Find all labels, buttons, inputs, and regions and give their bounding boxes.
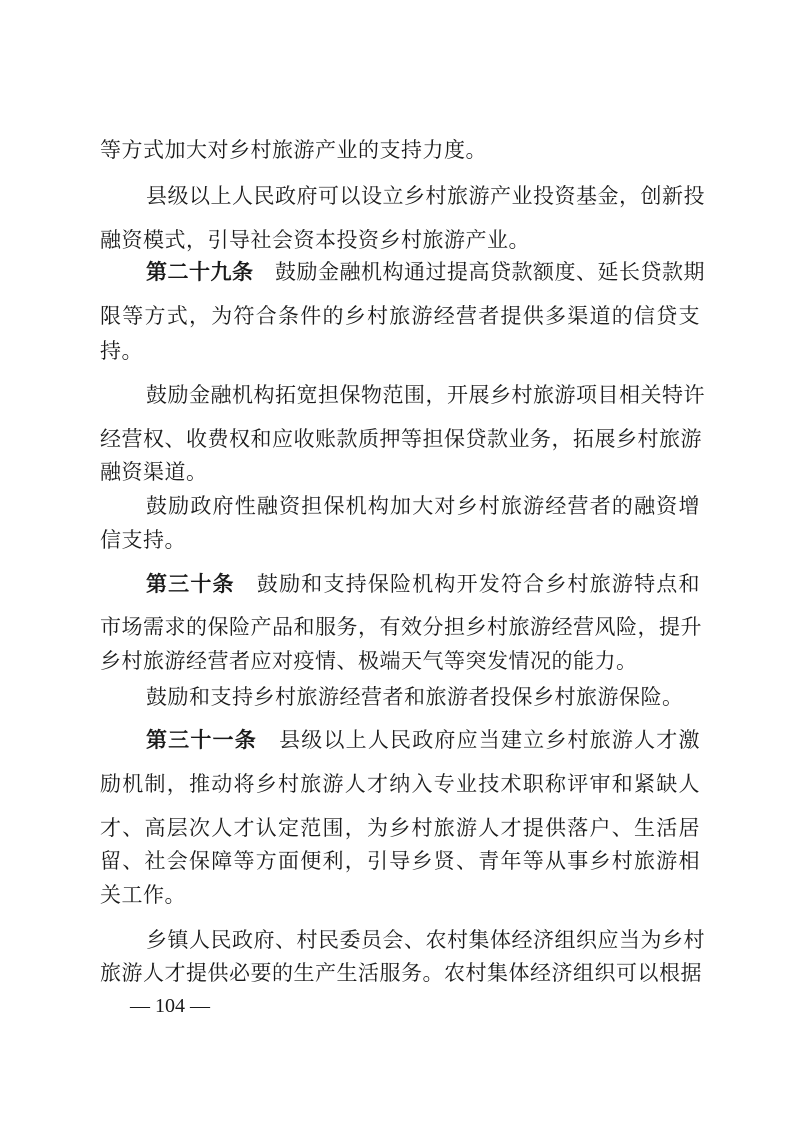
text-line: 旅游人才提供必要的生产生活服务。农村集体经济组织可以根据 xyxy=(100,961,702,985)
text-line: 限等方式，为符合条件的乡村旅游经营者提供多渠道的信贷支 xyxy=(100,304,700,328)
article-heading: 第三十一条 xyxy=(146,728,257,752)
text-line: 融资渠道。 xyxy=(100,460,208,484)
text-line: 市场需求的保险产品和服务，有效分担乡村旅游经营风险，提升 xyxy=(100,615,702,639)
text-line: 才、高层次人才认定范围，为乡村旅游人才提供落户、生活居 xyxy=(100,816,700,840)
article-30-line: 第三十条 鼓励和支持保险机构开发符合乡村旅游特点和 xyxy=(146,572,700,596)
text-line: 鼓励政府性融资担保机构加大对乡村旅游经营者的融资增 xyxy=(146,494,700,518)
text-line: 县级以上人民政府可以设立乡村旅游产业投资基金，创新投 xyxy=(146,184,705,208)
text-line: 持。 xyxy=(100,339,143,363)
article-heading: 第二十九条 xyxy=(146,260,254,284)
text-line: 鼓励和支持乡村旅游经营者和旅游者投保乡村旅游保险。 xyxy=(146,685,684,709)
text-line: 信支持。 xyxy=(100,528,186,552)
text-line: 经营权、收费权和应收账款质押等担保贷款业务，拓展乡村旅游 xyxy=(100,427,702,451)
text-line: 乡镇人民政府、村民委员会、农村集体经济组织应当为乡村 xyxy=(146,928,705,952)
text-line: 励机制，推动将乡村旅游人才纳入专业技术职称评审和紧缺人 xyxy=(100,772,700,796)
text-line: 关工作。 xyxy=(100,883,186,907)
text-line: 等方式加大对乡村旅游产业的支持力度。 xyxy=(100,138,487,162)
article-heading: 第三十条 xyxy=(146,572,235,596)
article-29-line: 第二十九条 鼓励金融机构通过提高贷款额度、延长贷款期 xyxy=(146,260,705,284)
text-line: 融资模式，引导社会资本投资乡村旅游产业。 xyxy=(100,228,530,252)
text-line: 乡村旅游经营者应对疫情、极端天气等突发情况的能力。 xyxy=(100,649,638,673)
text-line: 留、社会保障等方面便利，引导乡贤、青年等从事乡村旅游相 xyxy=(100,849,700,873)
article-31-line: 第三十一条 县级以上人民政府应当建立乡村旅游人才激 xyxy=(146,728,700,752)
text-line: 鼓励金融机构拓宽担保物范围，开展乡村旅游项目相关特许 xyxy=(146,383,705,407)
page-number: — 104 — xyxy=(130,995,210,1017)
